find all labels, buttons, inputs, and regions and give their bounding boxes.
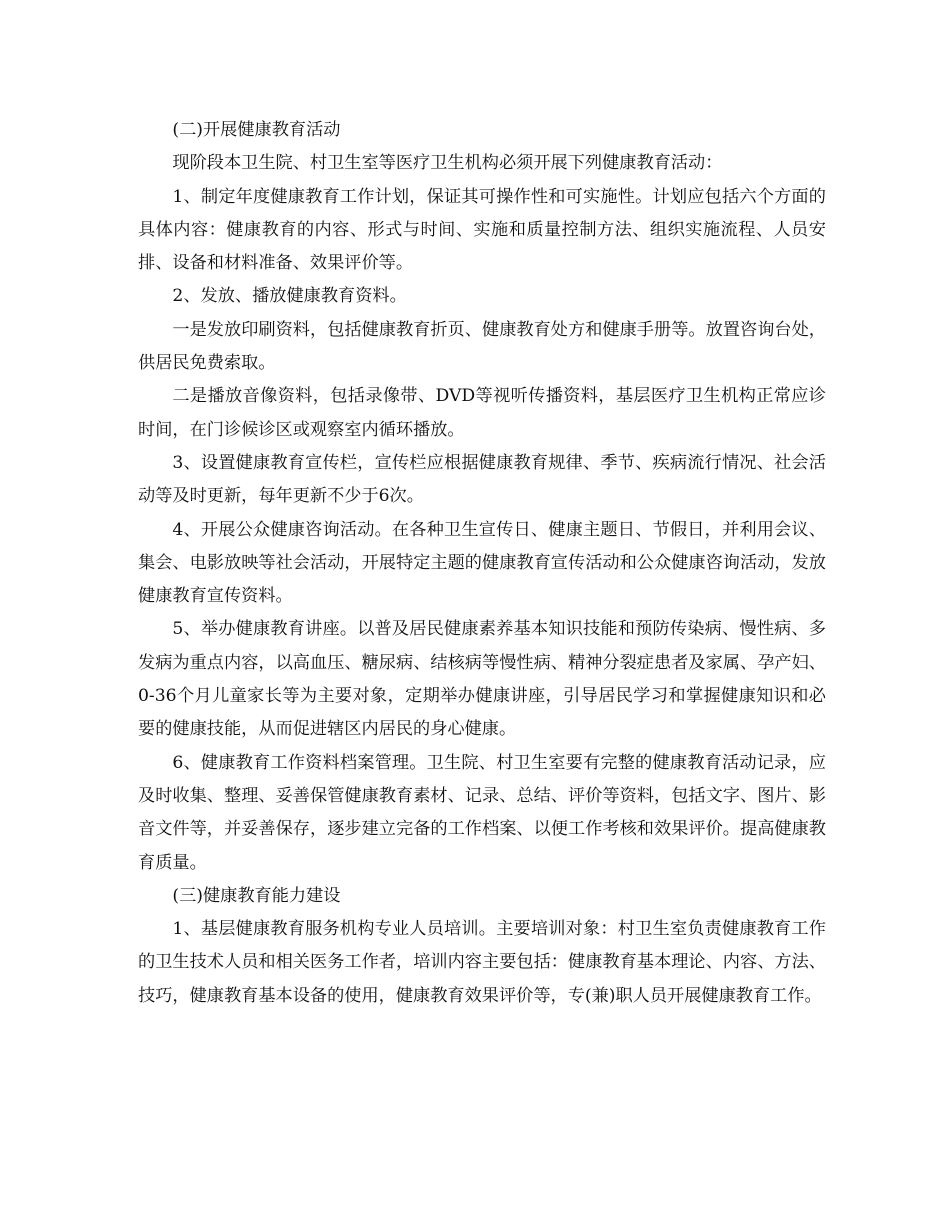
paragraph-item-3: 3、设置健康教育宣传栏，宣传栏应根据健康教育规律、季节、疾病流行情况、社会活动等及时更新，每年更新不少于6次。 bbox=[138, 452, 826, 507]
paragraph-item-6: 6、健康教育工作资料档案管理。卫生院、村卫生室要有完整的健康教育活动记录，应及时收集、整理、妥善保管健康教育素材、记录、总结、评价等资料，包括文字、图片、影音文件等，并妥善保存，逐步建立完备的工作档案、以便工作考核和效果评价。提高健康教育质量。 bbox=[138, 752, 826, 873]
paragraph-item-2-print: 一是发放印刷资料，包括健康教育折页、健康教育处方和健康手册等。放置咨询台处，供居民免费索取。 bbox=[138, 319, 826, 374]
paragraph-training: 1、基层健康教育服务机构专业人员培训。主要培训对象：村卫生室负责健康教育工作的卫生技术人员和相关医务工作者，培训内容主要包括：健康教育基本理论、内容、方法、技巧，健康教育基本设备的使用，健康教育效果评价等，专(兼)职人员开展健康教育工作。 bbox=[138, 919, 826, 1006]
paragraph-item-4: 4、开展公众健康咨询活动。在各种卫生宣传日、健康主题日、节假日，并利用会议、集会、电影放映等社会活动，开展特定主题的健康教育宣传活动和公众健康咨询活动，发放健康教育宣传资料。 bbox=[138, 519, 826, 607]
paragraph-item-2: 2、发放、播放健康教育资料。 bbox=[172, 286, 407, 307]
section-heading-2: (二)开展健康教育活动 bbox=[172, 120, 341, 140]
paragraph-item-5: 5、举办健康教育讲座。以普及居民健康素养基本知识技能和预防传染病、慢性病、多发病为重点内容，以高血压、糖尿病、结核病等慢性病、精神分裂症患者及家属、孕产妇、0-36个月儿童家长等为主要对象，定期举办健康讲座，引导居民学习和掌握健康知识和必要的健康技能，从而促进辖区内居民的身心健康。 bbox=[138, 619, 826, 740]
section-heading-3: (三)健康教育能力建设 bbox=[172, 885, 341, 906]
paragraph-item-2-video: 二是播放音像资料，包括录像带、DVD等视听传播资料，基层医疗卫生机构正常应诊时间，在门诊候诊区或观察室内循环播放。 bbox=[138, 386, 826, 440]
paragraph-item-1: 1、制定年度健康教育工作计划，保证其可操作性和可实施性。计划应包括六个方面的具体内容：健康教育的内容、形式与时间、实施和质量控制方法、组织实施流程、人员安排、设备和材料准备、效果评价等。 bbox=[138, 186, 826, 274]
paragraph-intro: 现阶段本卫生院、村卫生室等医疗卫生机构必须开展下列健康教育活动： bbox=[172, 153, 723, 174]
document-body bbox=[138, 114, 826, 1013]
